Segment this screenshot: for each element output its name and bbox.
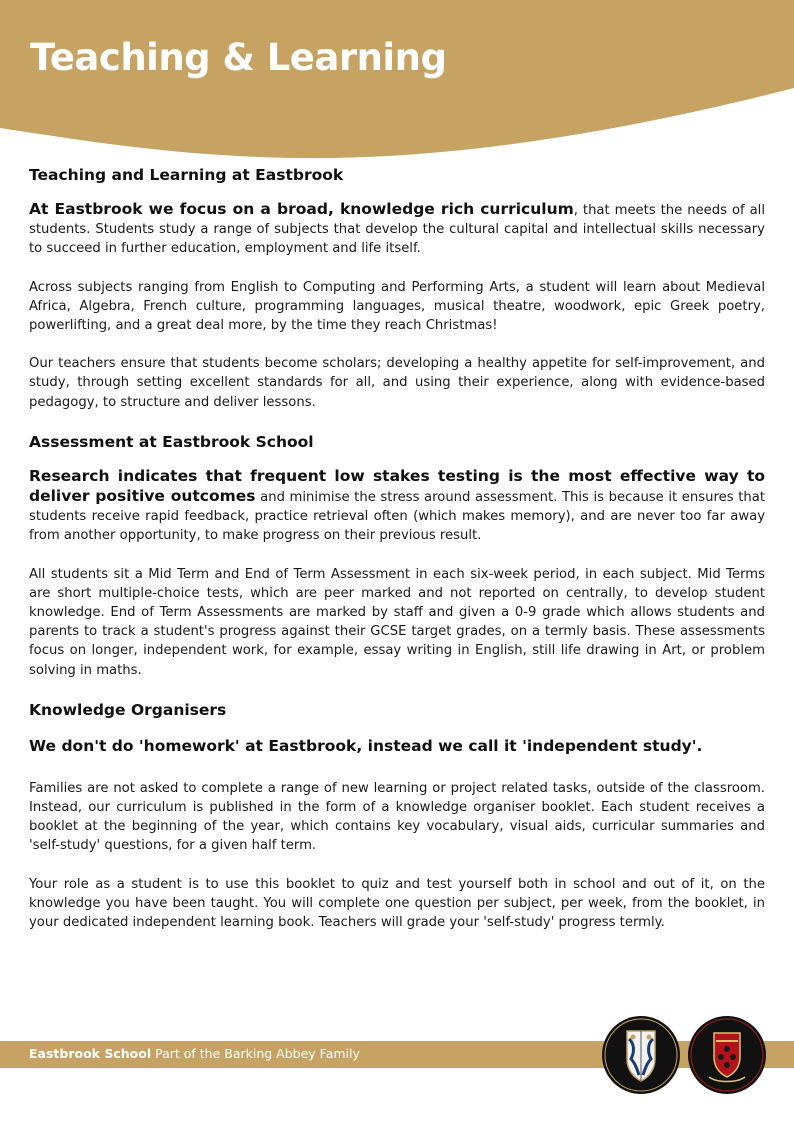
body-text: , that meets the needs of all students. Students study a range of subjects that develop the cultural capital and intellectual skills necessary to succeed in further education, employment and life itself. bbox=[29, 203, 765, 257]
section-heading-knowledge-organisers: Knowledge Organisers bbox=[29, 700, 227, 719]
body-text: and minimise the stress around assessment. This is because it ensures that students receive rapid feedback, practice retrieval often (which makes memory), and are never too far away from another opportunity, to make progress on their previous result. bbox=[29, 490, 766, 544]
footer-text bbox=[29, 1046, 360, 1061]
lead-text: At Eastbrook we focus on a broad, knowledge rich curriculum bbox=[29, 200, 574, 218]
header-wave-shape bbox=[0, 0, 794, 160]
barking-abbey-crest-icon bbox=[687, 1015, 767, 1095]
paragraph: Our teachers ensure that students become scholars; developing a healthy appetite for self-improvement, and study, through setting excellent standards for all, and using their experience, along with evidence-based pedagogy, to structure and deliver lessons. bbox=[29, 356, 765, 410]
paragraph bbox=[29, 200, 765, 259]
paragraph: Families are not asked to complete a range of new learning or project related tasks, outside of the classroom. Instead, our curriculum is published in the form of a knowledge organiser booklet. Each student receives a booklet at the beginning of the year, which contains key vocabulary, visual aids, curricular summaries and 'self-study' questions, for a given half term. bbox=[29, 780, 765, 854]
header-band bbox=[0, 0, 794, 160]
paragraph: Your role as a student is to use this booklet to quiz and test yourself both in school and out of it, on the knowledge you have been taught. You will complete one question per subject, per week, from the booklet, in your dedicated independent learning book. Teachers will grade your 'self-study' progress termly. bbox=[29, 876, 765, 931]
paragraph: Across subjects ranging from English to Computing and Performing Arts, a student will learn about Medieval Africa, Algebra, French culture, programming languages, musical theatre, woodwork, epic Greek poetry, powerlifting, and a great deal more, by the time they reach Christmas! bbox=[29, 279, 765, 334]
lead-text: We don't do 'homework' at Eastbrook, instead we call it 'independent study'. bbox=[29, 736, 703, 755]
section-heading-assessment: Assessment at Eastbrook School bbox=[29, 432, 314, 451]
paragraph bbox=[29, 467, 765, 546]
eastbrook-crest-icon bbox=[601, 1015, 681, 1095]
paragraph: All students sit a Mid Term and End of Term Assessment in each six-week period, in each subject. Mid Terms are short multiple-choice tests, which are peer marked and not reported on centrally, to develop student knowledge. End of Term Assessments are marked by staff and given a 0-9 grade which allows students and parents to track a student's progress against their GCSE target grades, on a termly basis. These assessments focus on longer, independent work, for example, essay writing in English, still life drawing in Art, or problem solving in maths. bbox=[29, 566, 765, 678]
footer-tagline: Part of the Barking Abbey Family bbox=[151, 1046, 360, 1061]
lead-text: Research indicates that frequent low stakes testing is the most effective way to deliver positive outcomes bbox=[29, 466, 765, 506]
footer-school-name: Eastbrook School bbox=[29, 1046, 152, 1061]
section-heading-teaching: Teaching and Learning at Eastbrook bbox=[29, 166, 344, 184]
main-content bbox=[29, 164, 765, 951]
page-title: Teaching & Learning bbox=[30, 36, 447, 79]
